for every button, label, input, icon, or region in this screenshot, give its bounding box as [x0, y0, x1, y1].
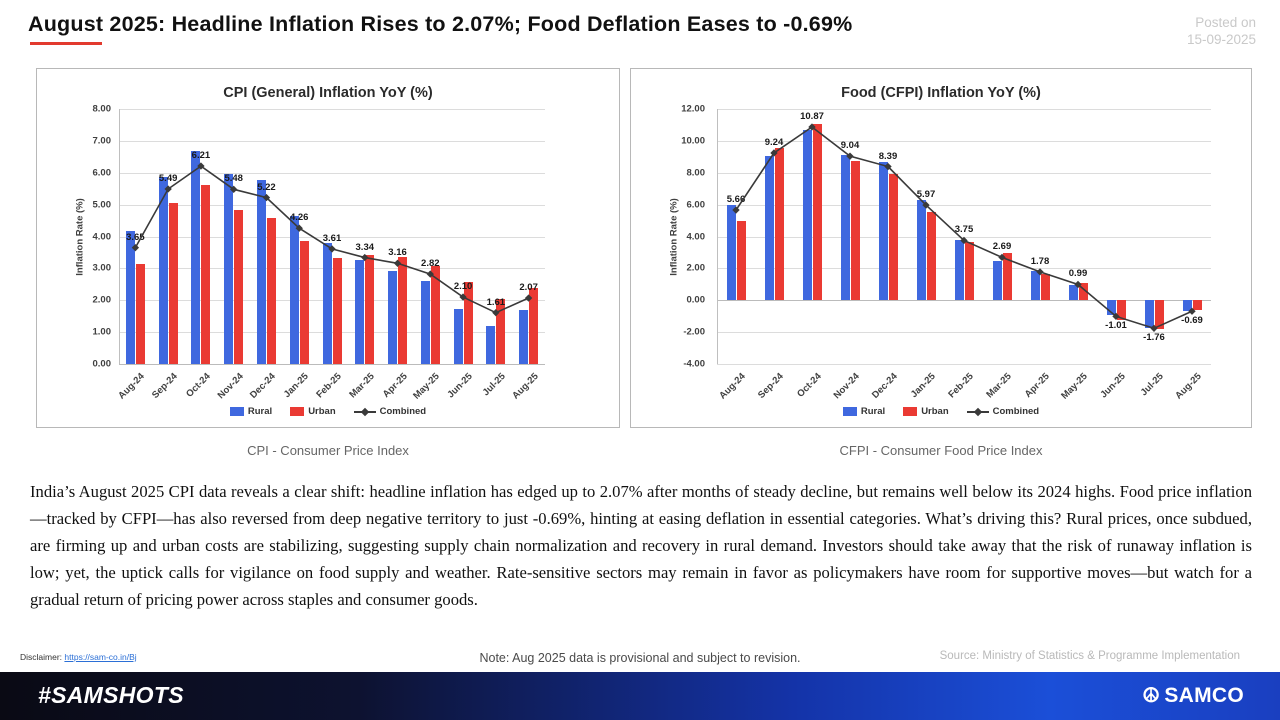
legend-swatch-icon — [290, 407, 304, 416]
data-label: 10.87 — [800, 111, 824, 122]
y-tick-label: 12.00 — [681, 103, 705, 115]
gridline — [119, 364, 545, 365]
brand-samshots: #SAMSHOTS — [38, 682, 184, 708]
data-label: 3.16 — [388, 247, 407, 259]
posted-on-date: 15-09-2025 — [1186, 32, 1256, 47]
bar-rural — [1107, 300, 1116, 315]
bar-urban — [333, 258, 342, 364]
legend-label: Rural — [860, 406, 886, 417]
bar-rural — [290, 216, 299, 364]
legend-label: Rural — [247, 406, 273, 417]
title-underline — [30, 42, 102, 45]
provisional-note: Note: Aug 2025 data is provisional and subject to revision. — [479, 651, 801, 665]
bar-urban — [234, 210, 243, 364]
y-axis-line — [119, 109, 120, 364]
bar-rural — [1183, 300, 1192, 311]
data-label: 2.07 — [519, 282, 538, 294]
bar-rural — [323, 243, 332, 364]
y-tick-label: 2.00 — [686, 262, 705, 274]
y-tick-label: 0.00 — [686, 294, 705, 306]
bar-urban — [1041, 274, 1050, 300]
y-tick-label: 5.00 — [92, 199, 111, 211]
analysis-paragraph: India’s August 2025 CPI data reveals a clear shift: headline inflation has edged up to 2.07% after months of steady decline, but remains well below its 2024 highs. Food price inflation—tracked by CFPI—has also reversed from deep negative territory to just -0.69%, hinting at easing deflation in essential categories. What’s driving this? Rural prices, once subdued, are firming up and urban costs are stabilizing, suggesting supply chain normalization and recovery in rural demand. Investors should take away that the risk of runaway inflation is low; yet, the uptick calls for vigilance on food supply and weather. Rate-sensitive sectors may remain in favor as policymakers have room for supportive moves—but watch for a gradual return of pricing power across staples and consumer goods. — [30, 482, 1252, 609]
legend-swatch-icon — [843, 407, 857, 416]
bar-urban — [496, 299, 505, 364]
data-label: 2.82 — [421, 258, 440, 270]
chart-panel-cfpi — [630, 68, 1252, 428]
x-tick-label: Mar-25 — [347, 371, 377, 401]
bar-urban — [267, 218, 276, 364]
legend-swatch-icon — [903, 407, 917, 416]
y-tick-label: -2.00 — [683, 326, 705, 338]
disclaimer-link[interactable]: https://sam-co.in/Bj — [64, 652, 137, 662]
bar-rural — [486, 326, 495, 364]
bar-rural — [355, 260, 364, 364]
y-tick-label: 8.00 — [686, 167, 705, 179]
bar-rural — [917, 200, 926, 301]
x-tick-label: Mar-25 — [984, 371, 1014, 401]
header — [28, 12, 1260, 54]
x-tick-label: May-25 — [1059, 371, 1090, 402]
legend-item-rural[interactable] — [843, 406, 885, 417]
gridline — [119, 141, 545, 142]
data-label: 3.61 — [322, 232, 342, 244]
bar-rural — [388, 271, 397, 364]
bar-urban — [775, 148, 784, 300]
gridline — [717, 300, 1211, 301]
gridline — [717, 237, 1211, 238]
x-tick-label: Jan-25 — [281, 371, 311, 401]
bar-urban — [365, 255, 374, 364]
brand-samco — [1142, 684, 1244, 708]
bar-urban — [398, 257, 407, 364]
legend-swatch-icon — [967, 407, 989, 416]
y-tick-label: 6.00 — [92, 167, 111, 179]
gridline — [717, 173, 1211, 174]
bar-urban — [529, 288, 538, 364]
legend-item-rural[interactable] — [230, 406, 272, 417]
x-tick-label: Dec-24 — [248, 371, 279, 401]
legend-cpi — [37, 406, 619, 417]
data-label: 4.26 — [289, 212, 309, 224]
data-label: 2.69 — [992, 241, 1012, 253]
bar-rural — [1145, 300, 1154, 328]
bar-urban — [431, 266, 440, 364]
bar-urban — [1193, 300, 1202, 310]
y-axis-title-cfpi: Inflation Rate (%) — [668, 197, 680, 276]
samco-logo-icon: ☮ — [1142, 685, 1161, 707]
legend-cfpi — [631, 406, 1251, 417]
data-label: 5.49 — [158, 173, 178, 184]
bar-rural — [421, 281, 430, 364]
data-label: 3.34 — [355, 241, 375, 253]
data-label: 5.97 — [916, 189, 936, 201]
bar-urban — [201, 185, 210, 364]
data-label: 0.99 — [1068, 268, 1088, 280]
plot-area-cpi — [37, 103, 619, 402]
bar-rural — [803, 130, 812, 300]
x-tick-label: Feb-25 — [314, 371, 344, 401]
data-label: 5.66 — [726, 194, 746, 206]
bar-rural — [879, 162, 888, 300]
y-tick-label: 3.00 — [92, 262, 111, 274]
chart-title-cfpi: Food (CFPI) Inflation YoY (%) — [841, 85, 1041, 101]
bar-urban — [1003, 253, 1012, 300]
bar-urban — [927, 212, 936, 300]
y-tick-label: 6.00 — [686, 199, 705, 211]
legend-item-combined[interactable] — [354, 406, 426, 417]
data-label: 6.21 — [191, 150, 211, 162]
bottom-bar — [0, 672, 1280, 720]
bar-urban — [169, 203, 178, 364]
caption-cpi: CPI - Consumer Price Index — [247, 443, 409, 458]
bar-rural — [126, 231, 135, 364]
gridline — [717, 332, 1211, 333]
legend-label: Combined — [992, 406, 1040, 417]
y-tick-label: 1.00 — [92, 326, 111, 338]
gridline — [717, 109, 1211, 110]
bar-urban — [851, 161, 860, 300]
x-tick-label: Oct-24 — [184, 371, 213, 400]
bar-rural — [454, 309, 463, 364]
data-label: 1.61 — [486, 296, 506, 308]
bar-urban — [889, 174, 898, 300]
x-tick-label: Aug-24 — [116, 371, 148, 402]
gridline — [119, 205, 545, 206]
y-tick-label: 10.00 — [681, 135, 705, 147]
data-label: 3.65 — [126, 231, 145, 243]
data-label: 8.39 — [878, 150, 898, 162]
legend-label: Combined — [379, 406, 427, 417]
x-tick-label: Sep-24 — [150, 371, 180, 401]
data-label: 5.48 — [224, 173, 243, 185]
legend-item-urban[interactable] — [903, 406, 948, 417]
x-tick-label: Aug-25 — [1173, 371, 1204, 402]
bar-urban — [1079, 283, 1088, 300]
disclaimer-label: Disclaimer: — [20, 652, 63, 662]
data-label: -1.01 — [1105, 320, 1127, 332]
plot-canvas-cfpi — [717, 109, 1211, 364]
bar-rural — [159, 177, 168, 364]
plot-canvas-cpi — [119, 109, 545, 364]
posted-on — [1187, 14, 1256, 48]
data-label: 1.78 — [1030, 255, 1050, 267]
x-tick-label: Oct-24 — [795, 371, 824, 400]
data-label: 9.24 — [764, 136, 784, 148]
data-label: 9.04 — [840, 140, 860, 152]
x-tick-label: Apr-25 — [1022, 371, 1052, 401]
legend-swatch-icon — [230, 407, 244, 416]
brand-samco-label: SAMCO — [1164, 684, 1244, 707]
y-tick-label: 4.00 — [686, 231, 705, 242]
bar-urban — [136, 264, 145, 364]
x-tick-label: Aug-25 — [509, 371, 541, 402]
source-note: Source: Ministry of Statistics & Programme Implementation — [939, 650, 1240, 662]
gridline — [119, 173, 545, 174]
y-tick-label: 7.00 — [92, 135, 111, 147]
chart-panel-cpi — [36, 68, 620, 428]
y-tick-label: 4.00 — [92, 231, 111, 242]
gridline — [717, 141, 1211, 142]
data-label: 5.22 — [257, 181, 276, 193]
bar-rural — [955, 240, 964, 300]
legend-item-urban[interactable] — [290, 406, 335, 417]
legend-swatch-icon — [354, 407, 376, 416]
x-tick-label: Feb-25 — [946, 371, 976, 401]
x-tick-label: Jul-25 — [1138, 371, 1166, 399]
y-tick-label: 2.00 — [92, 294, 111, 306]
bar-rural — [841, 155, 850, 300]
y-tick-label: -4.00 — [683, 358, 705, 370]
legend-label: Urban — [921, 406, 949, 417]
x-tick-label: Sep-24 — [755, 371, 786, 401]
data-label: 3.75 — [954, 224, 974, 236]
bar-rural — [765, 156, 774, 301]
bar-rural — [1031, 271, 1040, 300]
gridline — [119, 109, 545, 110]
x-tick-label: Nov-24 — [831, 371, 862, 402]
bar-rural — [257, 180, 266, 364]
legend-label: Urban — [308, 406, 336, 417]
caption-cfpi: CFPI - Consumer Food Price Index — [839, 443, 1043, 458]
x-tick-label: Dec-24 — [869, 371, 900, 401]
bar-rural — [191, 151, 200, 364]
bar-urban — [737, 221, 746, 300]
x-tick-label: Aug-24 — [717, 371, 748, 402]
gridline — [717, 205, 1211, 206]
bar-rural — [727, 205, 736, 300]
bar-urban — [1155, 300, 1164, 329]
x-tick-label: Jul-25 — [480, 371, 508, 399]
data-label: -1.76 — [1143, 332, 1165, 344]
bar-rural — [993, 261, 1002, 300]
bar-urban — [464, 282, 473, 364]
x-tick-label: Jun-25 — [1098, 371, 1128, 401]
gridline — [717, 364, 1211, 365]
chart-title-cpi: CPI (General) Inflation YoY (%) — [223, 85, 433, 101]
y-tick-label: 8.00 — [92, 103, 111, 115]
plot-area-cfpi — [631, 103, 1251, 402]
data-label: -0.69 — [1181, 315, 1203, 327]
posted-on-label: Posted on — [1195, 15, 1256, 30]
x-tick-label: Nov-24 — [215, 371, 246, 402]
bar-urban — [813, 124, 822, 301]
x-tick-label: Apr-25 — [380, 371, 410, 401]
bar-rural — [519, 310, 528, 364]
y-axis-title-cpi: Inflation Rate (%) — [74, 197, 86, 276]
y-axis-line — [717, 109, 718, 364]
bar-urban — [300, 241, 309, 364]
data-label: 2.10 — [453, 281, 473, 293]
x-tick-label: May-25 — [411, 371, 443, 402]
bar-rural — [1069, 285, 1078, 300]
bar-urban — [965, 242, 974, 300]
x-tick-label: Jun-25 — [445, 371, 475, 401]
bar-urban — [1117, 300, 1126, 319]
y-tick-label: 0.00 — [92, 358, 111, 370]
x-tick-label: Jan-25 — [908, 371, 938, 401]
bar-rural — [224, 174, 233, 364]
legend-item-combined[interactable] — [967, 406, 1039, 417]
page-title: August 2025: Headline Inflation Rises to 2.07%; Food Deflation Eases to -0.69% — [28, 12, 853, 36]
